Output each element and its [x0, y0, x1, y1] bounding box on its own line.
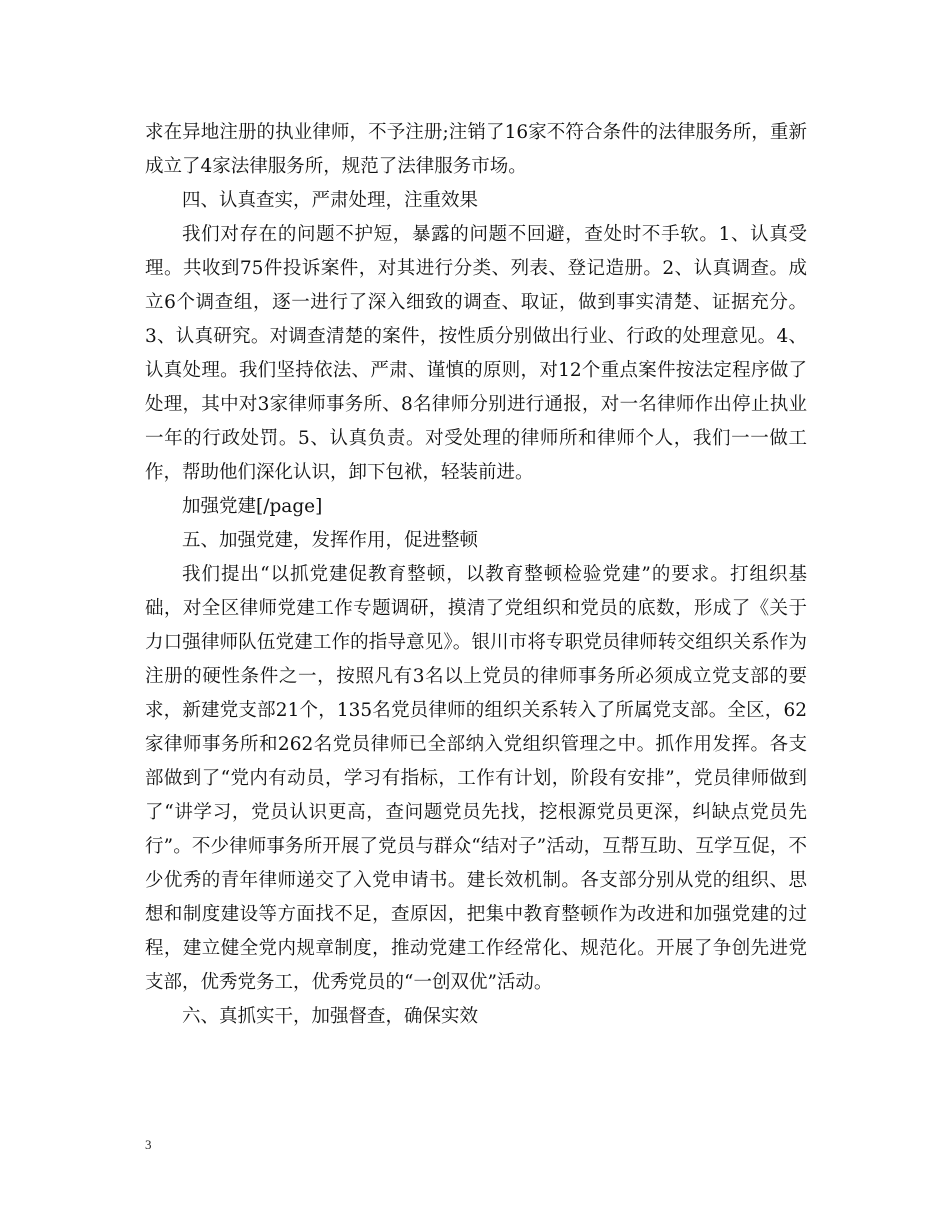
section-heading-4: 四、认真查实，严肃处理，注重效果 [182, 190, 479, 211]
document-body [145, 116, 807, 1034]
page-number: 3 [145, 1137, 152, 1152]
paragraph-section-4: 我们对存在的问题不护短，暴露的问题不回避，查处时不手软。1、认真受理。共收到75件投诉案件，对其进行分类、列表、登记造册。2、认真调查。成立6个调查组，逐一进行了深入细致的调查、取证，做到事实清楚、证据充分。3、认真研究。对调查清楚的案件，按性质分别做出行业、行政的处理意见。4、认真处理。我们坚持依法、严肃、谨慎的原则，对12个重点案件按法定程序做了处理，其中对3家律师事务所、8名律师分别进行通报，对一名律师作出停止执业一年的行政处罚。5、认真负责。对受处理的律师所和律师个人，我们一一做工作，帮助他们深化认识，卸下包袱，轻装前进。 [145, 224, 807, 483]
section-heading-5: 五、加强党建，发挥作用，促进整顿 [182, 530, 479, 551]
paragraph-section-5: 我们提出“以抓党建促教育整顿，以教育整顿检验党建”的要求。打组织基础，对全区律师党建工作专题调研，摸清了党组织和党员的底数，形成了《关于力口强律师队伍党建工作的指导意见》。银川市将专职党员律师转交组织关系作为注册的硬性条件之一，按照凡有3名以上党员的律师事务所必须成立党支部的要求，新建党支部21个，135名党员律师的组织关系转入了所属党支部。全区，62家律师事务所和262名党员律师已全部纳入党组织管理之中。抓作用发挥。各支部做到了“党内有动员，学习有指标，工作有计划，阶段有安排”，党员律师做到了“讲学习，党员认识更高，查问题党员先找，挖根源党员更深，纠缺点党员先行”。不少律师事务所开展了党员与群众“结对子”活动，互帮互助、互学互促，不少优秀的青年律师递交了入党申请书。建长效机制。各支部分别从党的组织、思想和制度建设等方面找不足，查原因，把集中教育整顿作为改进和加强党建的过程，建立健全党内规章制度，推动党建工作经常化、规范化。开展了争创先进党支部，优秀党务工，优秀党员的“一创双优”活动。 [145, 564, 807, 993]
page-marker-line: 加强党建[/page] [182, 496, 323, 517]
section-heading-6: 六、真抓实干，加强督查，确保实效 [182, 1006, 479, 1027]
paragraph-continuation: 求在异地注册的执业律师，不予注册;注销了16家不符合条件的法律服务所，重新成立了4家法律服务所，规范了法律服务市场。 [145, 122, 807, 177]
